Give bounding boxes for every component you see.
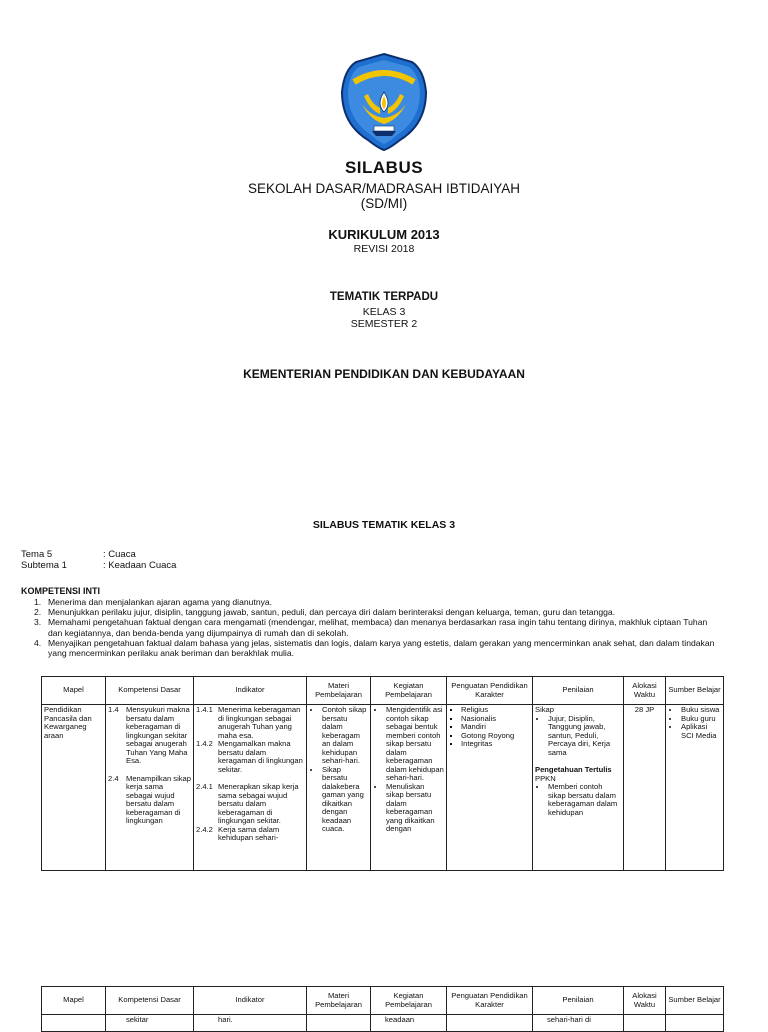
header-penguatan: Penguatan Pendidikan Karakter (447, 987, 533, 1015)
kompetensi-inti-title: KOMPETENSI INTI (21, 586, 101, 596)
cell-kegiatan: keadaan (371, 1015, 447, 1032)
ki-item: 3. Memahami pengetahuan faktual dengan cara mengamati (mendengar, melihat, membaca) dan menanya berdasarkan rasa ingin tahu tentang dirinya, makhluk ciptaan Tuhan dan kegiatannya, dan benda-benda yang dijumpainya di rumah dan di sekolah. (34, 617, 708, 638)
cell-indikator: 1.4.1 Menerima keberagaman di lingkungan sebagai anugerah Tuhan yang maha esa. 1.4.2 Mengamalkan makna bersatu dalam keragaman di lingkungan sekitar. 2.4.1 Menerapkan sikap kerja sama sebagai wujud bersatu dalam keberagaman di lingkungan sekitar. 2.4.2 Kerja sama dalam kehidupan sehari- (194, 705, 307, 871)
cell-indikator: hari. (194, 1015, 307, 1032)
header-mapel: Mapel (42, 987, 106, 1015)
header-indikator: Indikator (194, 677, 307, 705)
cell-materi (307, 1015, 371, 1032)
header-penilaian: Penilaian (533, 677, 624, 705)
subject: TEMATIK TERPADU (329, 291, 439, 303)
header-kegiatan: Kegiatan Pembelajaran (371, 987, 447, 1015)
school-type-abbr: (SD/MI) (360, 196, 408, 211)
cell-kegiatan: • Mengidentifik asi contoh sikap sebagai bentuk memberi contoh sikap bersatu dalam keberagaman dalam kehidupan sehari-hari. • Menuliskan sikap bersatu dalam keberagaman yang dikaitkan dengan (371, 705, 447, 871)
tema-label: Tema 5 (21, 549, 53, 560)
header-kd: Kompetensi Dasar (106, 987, 194, 1015)
kompetensi-inti-list (21, 597, 721, 658)
header-materi: Materi Pembelajaran (307, 677, 371, 705)
cell-alokasi (624, 1015, 666, 1032)
document-title: SILABUS (344, 158, 424, 177)
cell-penguatan (447, 1015, 533, 1032)
cell-kd: 1.4 Mensyukuri makna bersatu dalam keberagaman di lingkungan sekitar sebagai anugerah Tuhan Yang Maha Esa. 2.4 Menampilkan sikap kerja sama sebagai wujud bersatu dalam keberagaman di lingkungan (106, 705, 194, 871)
header-penilaian: Penilaian (533, 987, 624, 1015)
subtema-label: Subtema 1 (21, 560, 67, 571)
revision: REVISI 2018 (353, 243, 415, 255)
ki-item: 1. Menerima dan menjalankan ajaran agama yang dianutnya. (34, 597, 273, 607)
table-row (42, 705, 724, 871)
header-kegiatan: Kegiatan Pembelajaran (371, 677, 447, 705)
subtema-value: : Keadaan Cuaca (103, 560, 177, 571)
cell-penilaian: Sikap • Jujur, Disiplin, Tanggung jawab, santun, Peduli, Percaya diri, Kerja sama Pengetahuan Tertulis PPKN • Memberi contoh sikap bersatu dalam keberagaman dalam kehidupan (533, 705, 624, 871)
tema-value: : Cuaca (103, 549, 136, 560)
cell-mapel: Pendidikan Pancasila dan Kewarganeg araan (42, 705, 106, 871)
cell-penilaian: sehari-hari di (533, 1015, 624, 1032)
cell-alokasi: 28 JP (624, 705, 666, 871)
grade: KELAS 3 (362, 306, 406, 318)
cell-kd: sekitar (106, 1015, 194, 1032)
ki-item: 4. Menyajikan pengetahuan faktual dalam bahasa yang jelas, sistematis dan logis, dalam karya yang estetis, dalam gerakan yang mencerminkan anak sehat, dan dalam tindakan yang mencerminkan perilaku anak beriman dan berakhlak mulia. (34, 637, 715, 659)
header-sumber: Sumber Belajar (666, 987, 724, 1015)
header-indikator: Indikator (194, 987, 307, 1015)
table-header-row (42, 987, 724, 1015)
school-type: SEKOLAH DASAR/MADRASAH IBTIDAIYAH (247, 181, 521, 196)
tut-wuri-handayani-logo (340, 52, 428, 152)
silabus-table-continued (41, 986, 724, 1032)
header-materi: Materi Pembelajaran (307, 987, 371, 1015)
silabus-table (41, 676, 724, 871)
ki-item: 2. Menunjukkan perilaku jujur, disiplin, tanggung jawab, santun, peduli, dan percaya diri dalam berinteraksi dengan keluarga, teman, guru dan tetangga. (34, 607, 616, 618)
section-title: SILABUS TEMATIK KELAS 3 (312, 519, 456, 531)
cell-materi: • Contoh sikap bersatu dalam keberagam an dalam kehidupan sehari-hari. • Sikap bersatu dalakebera gaman yang dikaitkan dengan keadaan cuaca. (307, 705, 371, 871)
table-header-row (42, 677, 724, 705)
cell-sumber: • Buku siswa • Buku guru • Aplikasi SCI Media (666, 705, 724, 871)
header-alokasi: Alokasi Waktu (624, 987, 666, 1015)
curriculum: KURIKULUM 2013 (328, 227, 440, 242)
semester: SEMESTER 2 (350, 318, 418, 330)
cell-penguatan: ▪ Religius ▪ Nasionalis ▪ Mandiri ▪ Gotong Royong ▪ Integritas (447, 705, 533, 871)
header-penguatan: Penguatan Pendidikan Karakter (447, 677, 533, 705)
header-mapel: Mapel (42, 677, 106, 705)
cell-mapel (42, 1015, 106, 1032)
header-alokasi: Alokasi Waktu (624, 677, 666, 705)
header-kd: Kompetensi Dasar (106, 677, 194, 705)
header-sumber: Sumber Belajar (666, 677, 724, 705)
cell-sumber (666, 1015, 724, 1032)
table-row (42, 1015, 724, 1032)
ministry: KEMENTERIAN PENDIDIKAN DAN KEBUDAYAAN (243, 367, 525, 381)
